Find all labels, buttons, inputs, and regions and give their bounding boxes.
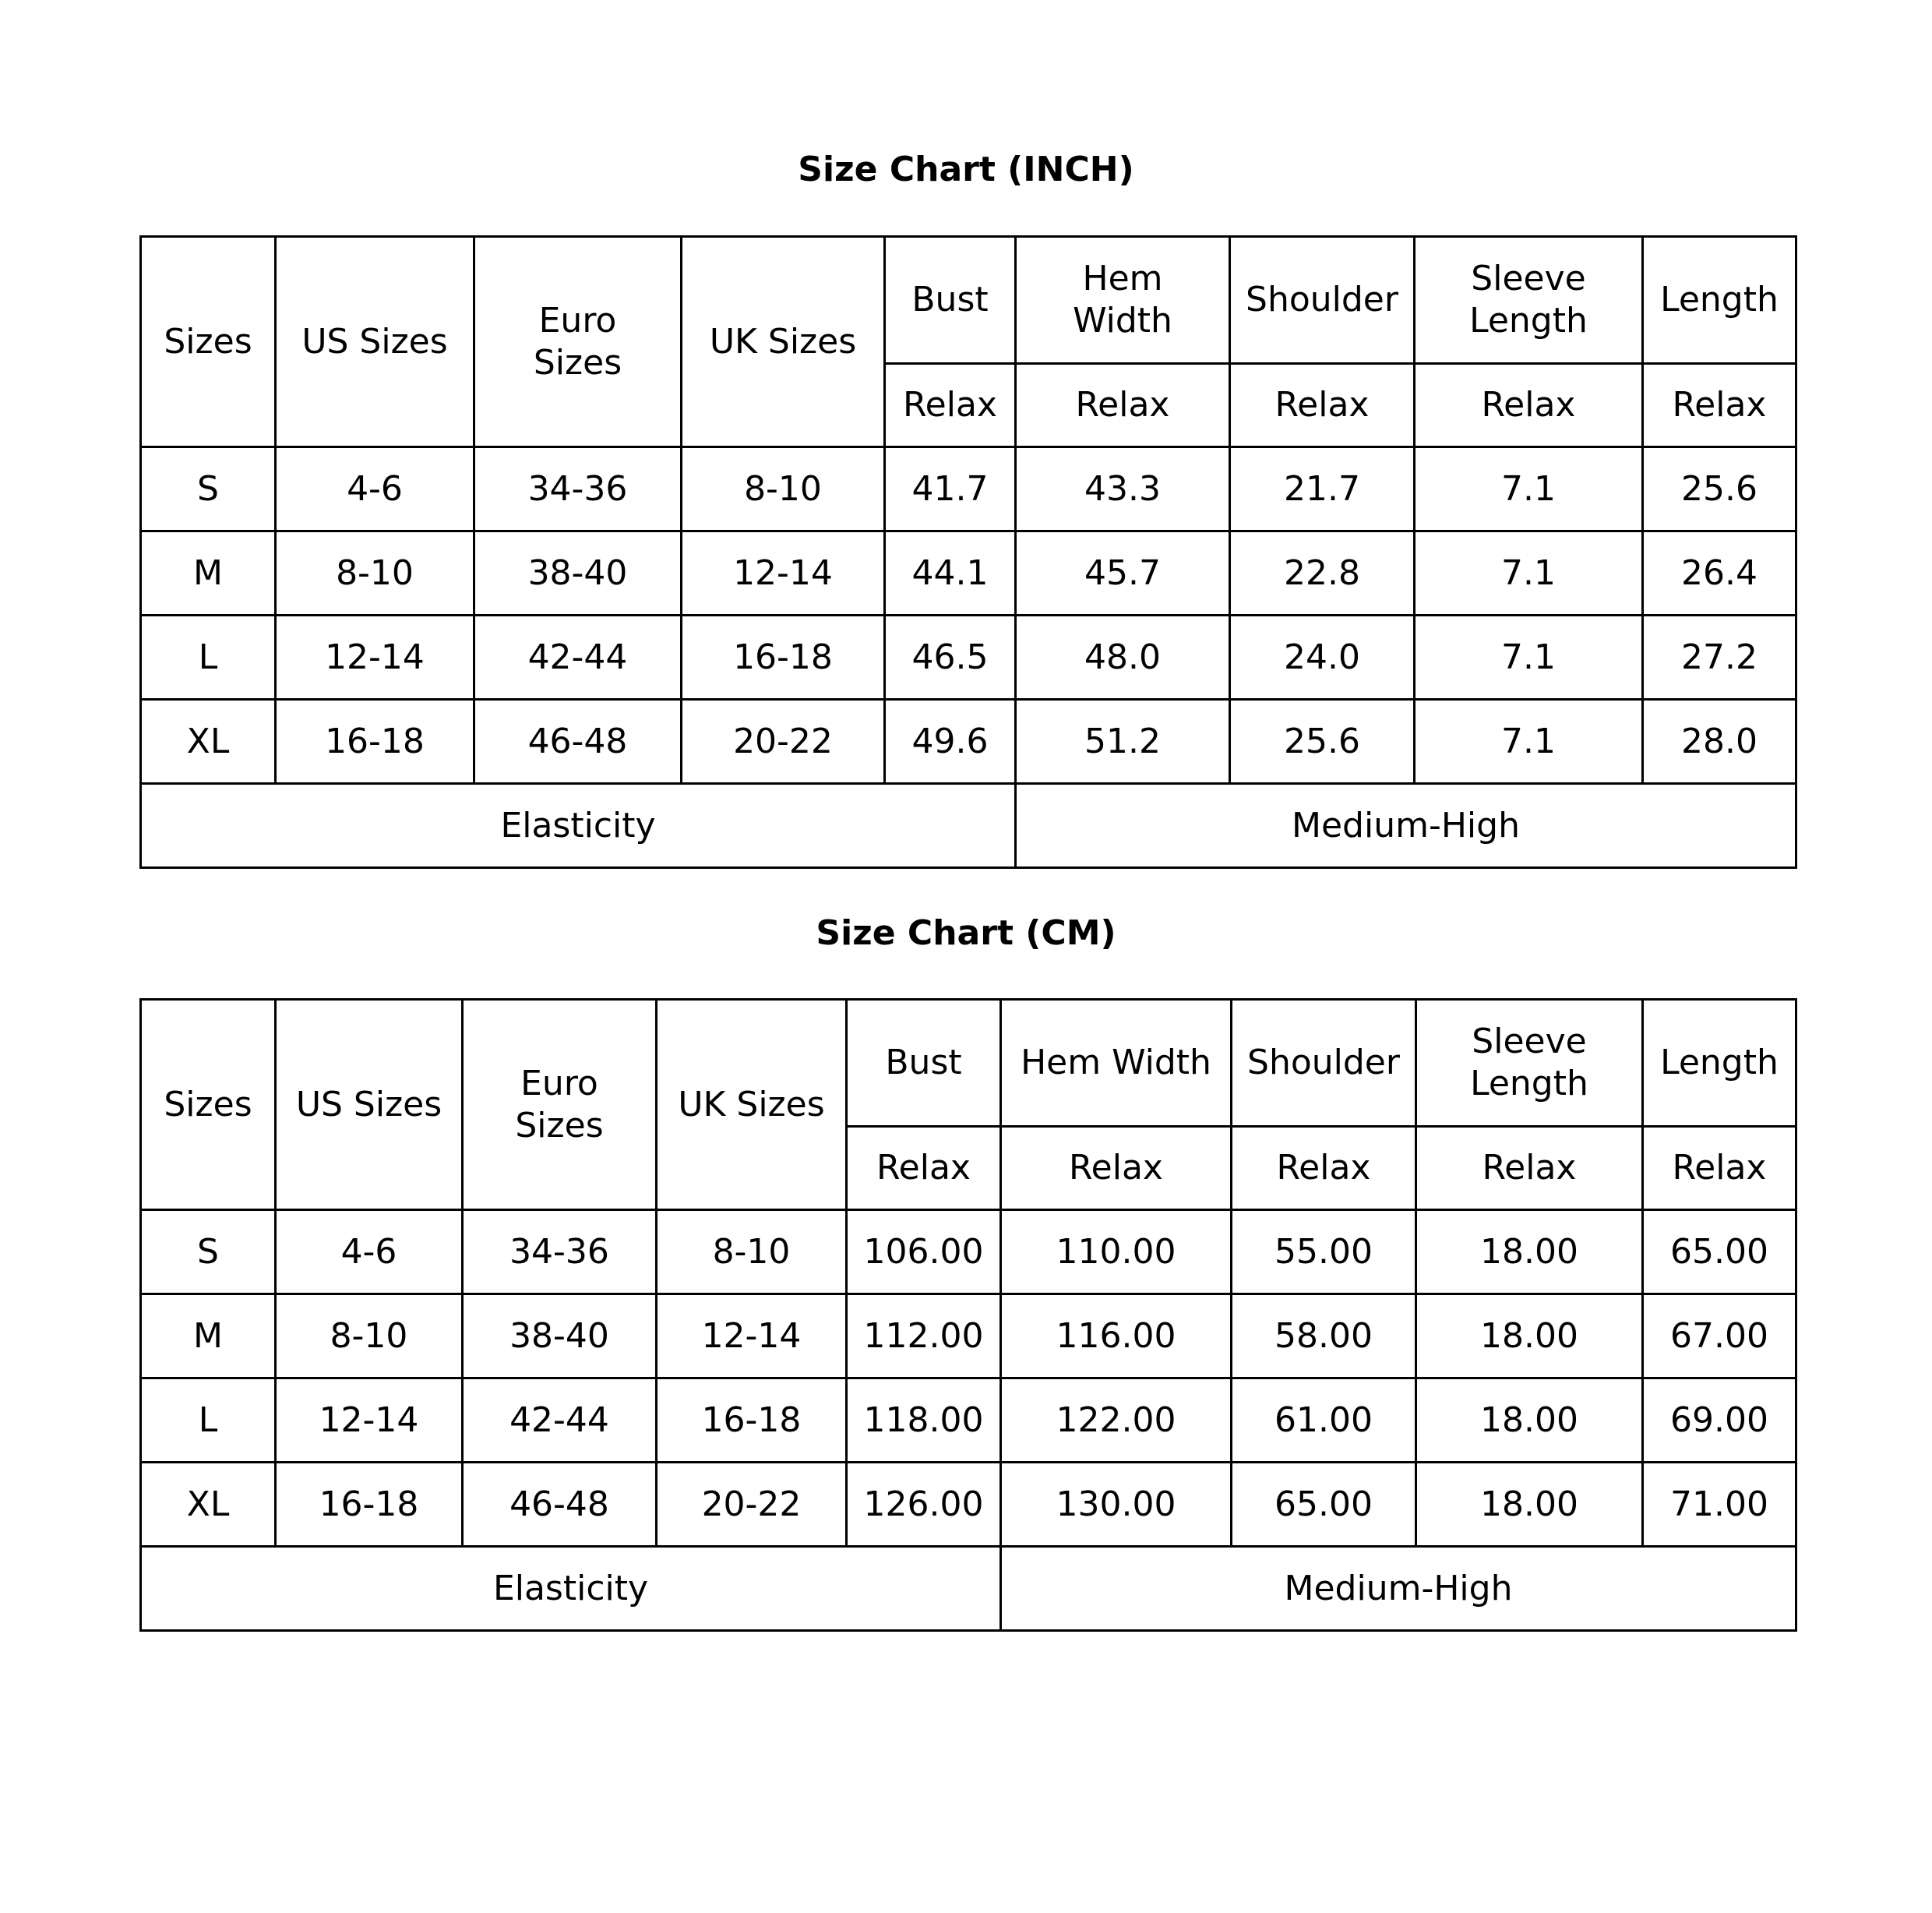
cell-length: 26.4 [1643, 531, 1796, 616]
header-sizes: Sizes [141, 1000, 276, 1210]
cell-sleeve-length: 18.00 [1416, 1294, 1643, 1378]
header-bust: Bust [847, 1000, 1001, 1127]
header-euro-sizes: Euro Sizes [474, 237, 682, 447]
elasticity-value: Medium-High [1001, 1547, 1796, 1631]
size-chart-cm-table [139, 998, 1797, 1632]
cell-shoulder: 24.0 [1230, 616, 1415, 700]
header-sizes: Sizes [141, 237, 276, 447]
header-uk-sizes: UK Sizes [657, 1000, 847, 1210]
cell-size: S [141, 447, 276, 531]
cell-bust: 49.6 [885, 700, 1016, 784]
header-euro-sizes: Euro Sizes [463, 1000, 657, 1210]
cell-length: 25.6 [1643, 447, 1796, 531]
subheader-relax: Relax [1232, 1127, 1416, 1210]
subheader-relax: Relax [1415, 364, 1643, 447]
header-us-sizes: US Sizes [276, 237, 474, 447]
cell-hem-width: 43.3 [1016, 447, 1230, 531]
table-row [141, 616, 1796, 700]
table-row [141, 531, 1796, 616]
cell-bust: 126.00 [847, 1463, 1001, 1547]
cell-euro: 38-40 [474, 531, 682, 616]
elasticity-label: Elasticity [141, 1547, 1001, 1631]
cell-hem-width: 122.00 [1001, 1378, 1232, 1463]
cell-euro: 42-44 [463, 1378, 657, 1463]
subheader-relax: Relax [1643, 364, 1796, 447]
cell-hem-width: 130.00 [1001, 1463, 1232, 1547]
table-row [141, 447, 1796, 531]
cell-size: L [141, 1378, 276, 1463]
elasticity-value: Medium-High [1016, 784, 1796, 868]
table-row [141, 1463, 1796, 1547]
cell-size: S [141, 1210, 276, 1294]
cell-sleeve-length: 18.00 [1416, 1378, 1643, 1463]
cell-shoulder: 58.00 [1232, 1294, 1416, 1378]
header-sleeve-length: Sleeve Length [1415, 237, 1643, 364]
size-chart-inch-table [139, 235, 1797, 869]
cell-length: 67.00 [1643, 1294, 1796, 1378]
cell-size: L [141, 616, 276, 700]
cell-us: 12-14 [276, 1378, 463, 1463]
cell-bust: 44.1 [885, 531, 1016, 616]
cell-hem-width: 116.00 [1001, 1294, 1232, 1378]
cell-uk: 16-18 [682, 616, 885, 700]
subheader-relax: Relax [847, 1127, 1001, 1210]
cell-us: 16-18 [276, 1463, 463, 1547]
cell-sleeve-length: 7.1 [1415, 700, 1643, 784]
cell-bust: 106.00 [847, 1210, 1001, 1294]
subheader-relax: Relax [885, 364, 1016, 447]
cell-size: M [141, 1294, 276, 1378]
header-length: Length [1643, 237, 1796, 364]
header-hem-width: Hem Width [1016, 237, 1230, 364]
header-sleeve-length: Sleeve Length [1416, 1000, 1643, 1127]
cell-us: 12-14 [276, 616, 474, 700]
inch-header-row [141, 237, 1796, 364]
cell-us: 8-10 [276, 531, 474, 616]
subheader-relax: Relax [1416, 1127, 1643, 1210]
cell-uk: 20-22 [682, 700, 885, 784]
cell-length: 71.00 [1643, 1463, 1796, 1547]
header-shoulder: Shoulder [1230, 237, 1415, 364]
header-hem-width: Hem Width [1001, 1000, 1232, 1127]
table-row [141, 1294, 1796, 1378]
cell-uk: 16-18 [657, 1378, 847, 1463]
cell-euro: 42-44 [474, 616, 682, 700]
cell-length: 28.0 [1643, 700, 1796, 784]
elasticity-label: Elasticity [141, 784, 1016, 868]
cell-shoulder: 61.00 [1232, 1378, 1416, 1463]
cell-us: 4-6 [276, 1210, 463, 1294]
cell-size: XL [141, 700, 276, 784]
table-row [141, 1378, 1796, 1463]
cell-us: 8-10 [276, 1294, 463, 1378]
cell-hem-width: 48.0 [1016, 616, 1230, 700]
cell-shoulder: 25.6 [1230, 700, 1415, 784]
cell-hem-width: 110.00 [1001, 1210, 1232, 1294]
cell-length: 27.2 [1643, 616, 1796, 700]
cell-uk: 8-10 [657, 1210, 847, 1294]
cell-uk: 8-10 [682, 447, 885, 531]
cell-length: 65.00 [1643, 1210, 1796, 1294]
cell-euro: 34-36 [474, 447, 682, 531]
cell-uk: 12-14 [682, 531, 885, 616]
subheader-relax: Relax [1016, 364, 1230, 447]
cell-bust: 46.5 [885, 616, 1016, 700]
header-uk-sizes: UK Sizes [682, 237, 885, 447]
inch-table-body [141, 237, 1796, 868]
cell-size: XL [141, 1463, 276, 1547]
cell-size: M [141, 531, 276, 616]
header-bust: Bust [885, 237, 1016, 364]
cell-shoulder: 65.00 [1232, 1463, 1416, 1547]
cell-euro: 34-36 [463, 1210, 657, 1294]
cell-sleeve-length: 7.1 [1415, 616, 1643, 700]
cell-euro: 46-48 [463, 1463, 657, 1547]
cell-sleeve-length: 7.1 [1415, 447, 1643, 531]
elasticity-row [141, 1547, 1796, 1631]
cell-bust: 118.00 [847, 1378, 1001, 1463]
size-chart-cm-title: Size Chart (CM) [816, 913, 1116, 953]
cell-uk: 20-22 [657, 1463, 847, 1547]
cell-sleeve-length: 7.1 [1415, 531, 1643, 616]
cm-table-body [141, 1000, 1796, 1631]
cell-hem-width: 51.2 [1016, 700, 1230, 784]
table-row [141, 700, 1796, 784]
size-chart-inch-title: Size Chart (INCH) [798, 150, 1134, 189]
table-row [141, 1210, 1796, 1294]
subheader-relax: Relax [1230, 364, 1415, 447]
cell-bust: 112.00 [847, 1294, 1001, 1378]
cell-us: 4-6 [276, 447, 474, 531]
cell-euro: 38-40 [463, 1294, 657, 1378]
cell-shoulder: 22.8 [1230, 531, 1415, 616]
cell-length: 69.00 [1643, 1378, 1796, 1463]
header-shoulder: Shoulder [1232, 1000, 1416, 1127]
header-length: Length [1643, 1000, 1796, 1127]
elasticity-row [141, 784, 1796, 868]
cell-sleeve-length: 18.00 [1416, 1210, 1643, 1294]
cm-header-row [141, 1000, 1796, 1127]
cell-sleeve-length: 18.00 [1416, 1463, 1643, 1547]
cell-uk: 12-14 [657, 1294, 847, 1378]
cell-shoulder: 55.00 [1232, 1210, 1416, 1294]
cell-us: 16-18 [276, 700, 474, 784]
cell-hem-width: 45.7 [1016, 531, 1230, 616]
subheader-relax: Relax [1001, 1127, 1232, 1210]
cell-euro: 46-48 [474, 700, 682, 784]
cell-shoulder: 21.7 [1230, 447, 1415, 531]
cell-bust: 41.7 [885, 447, 1016, 531]
subheader-relax: Relax [1643, 1127, 1796, 1210]
header-us-sizes: US Sizes [276, 1000, 463, 1210]
